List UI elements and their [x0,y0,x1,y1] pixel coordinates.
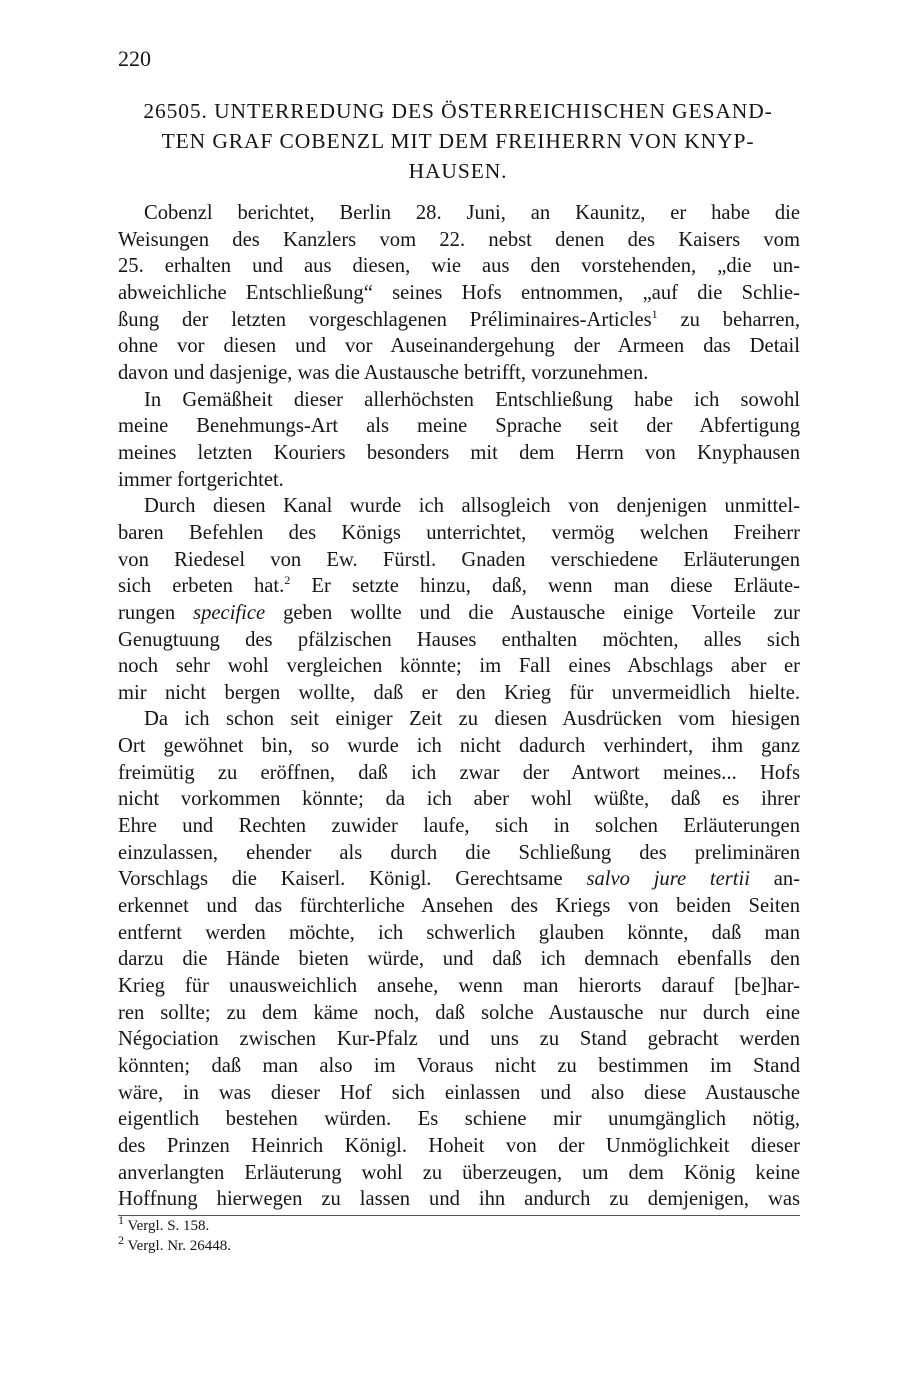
text-line [118,760,800,787]
text-line [118,1160,800,1187]
text-run: davon und dasjenige, was die Austausche betrifft, vorzunehmen. [118,361,649,384]
text-line [118,920,800,947]
text-line [118,360,800,387]
text-run: könnten; daß man also im Voraus nicht zu bestimmen im Stand [118,1055,800,1077]
italic-run: specifice [193,601,266,624]
text-line [118,840,800,867]
text-run: darzu die Hände bieten würde, und daß ich demnach ebenfalls den [118,948,800,971]
text-run: entfernt werden möchte, ich schwerlich glauben könnte, daß man [118,921,800,944]
text-line [118,786,800,813]
text-run: freimütig zu eröffnen, daß ich zwar der Antwort meines... Hofs [118,761,800,784]
text-run: Er setzte hinzu, daß, wenn man diese Erläute- [290,575,801,598]
text-run: Cobenzl berichtet, Berlin 28. Juni, an Kaunitz, er habe die [144,202,800,224]
text-line [118,280,800,307]
text-run: Ehre und Rechten zuwider laufe, sich in solchen Erläuterungen [118,815,800,838]
body-text [118,200,800,1213]
text-run: anverlangten Erläuterung wohl zu überzeugen, um dem König keine [118,1161,800,1184]
text-run: abweichliche Entschließung“ seines Hofs entnommen, „auf die Schlie- [118,281,800,304]
text-run: Genugtuung des pfälzischen Hauses enthalten möchten, alles sich [118,628,800,651]
footnotes [118,1213,231,1256]
text-line [118,866,800,893]
text-line [118,307,800,334]
text-run: Négociation zwischen Kur-Pfalz und uns zu Stand gebracht werden [118,1028,800,1051]
footnote-text: Vergl. S. 158. [127,1218,210,1234]
text-line [118,733,800,760]
text-run: eigentlich bestehen würden. Es schiene mir unumgänglich nötig, [118,1108,800,1131]
text-run: baren Befehlen des Königs unterrichtet, vermög welchen Freiherr [118,521,800,544]
text-run: Krieg für unausweichlich ansehe, wenn man hierorts darauf [be]har- [118,975,800,998]
text-run: 25. erhalten und aus diesen, wie aus den vorstehenden, „die un- [118,255,800,278]
text-run: ßung der letzten vorgeschlagenen Préliminaires-Articles [118,308,652,331]
text-run: meines letzten Kouriers besonders mit dem Herrn von Knyphausen [118,441,800,464]
page-number: 220 [118,46,151,71]
text-run: Durch diesen Kanal wurde ich allsogleich von denjenigen unmittel- [144,495,800,518]
text-line [118,467,800,494]
text-run: Vorschlags die Kaiserl. Königl. Gerechtsame [118,868,587,891]
text-run: rungen [118,601,194,624]
text-run: Ort gewöhnet bin, so wurde ich nicht dadurch verhindert, ihm ganz [118,735,800,758]
footnote-mark: 2 [118,1233,124,1247]
text-line [118,1133,800,1160]
text-run: Hoffnung hierwegen zu lassen und ihn andurch zu demjenigen, was [118,1188,800,1211]
text-run: nicht vorkommen könnte; da ich aber wohl wüßte, daß es ihrer [118,788,800,811]
text-line [118,1080,800,1107]
text-run: meine Benehmungs-Art als meine Sprache seit der Abfertigung [118,415,800,438]
text-line [118,653,800,680]
text-line [118,813,800,840]
text-line [118,440,800,467]
text-line [118,706,800,733]
text-run: immer fortgerichtet. [118,468,284,491]
heading-line: TEN GRAF COBENZL MIT DEM FREIHERRN VON KNYP- [161,129,755,153]
document-heading [118,96,798,186]
text-run: mir nicht bergen wollte, daß er den Krieg für unvermeidlich hielte. [118,681,800,704]
footnote-reference: 1 [651,306,658,321]
text-line [118,547,800,574]
italic-run: salvo jure tertii [586,868,750,891]
text-line [118,893,800,920]
text-line [118,1106,800,1133]
footnote-text: Vergl. Nr. 26448. [127,1238,231,1254]
text-line [118,627,800,654]
text-run: erkennet und das fürchterliche Ansehen des Kriegs von beiden Seiten [118,895,800,918]
text-line [118,413,800,440]
text-run: sich erbeten hat. [118,575,285,598]
text-run: zu beharren, [657,308,800,331]
text-run: des Prinzen Heinrich Königl. Hoheit von der Unmöglichkeit dieser [118,1134,800,1157]
text-line [118,520,800,547]
text-line [118,1026,800,1053]
heading-line: 26505. UNTERREDUNG DES ÖSTERREICHISCHEN GESAND- [143,99,773,123]
text-run: In Gemäßheit dieser allerhöchsten Entschließung habe ich sowohl [144,388,800,411]
text-run: von Riedesel von Ew. Fürstl. Gnaden verschiedene Erläuterungen [118,548,800,571]
text-run: ren sollte; zu dem käme noch, daß solche Austausche nur durch eine [118,1001,800,1024]
text-line [118,493,800,520]
text-line [118,1000,800,1027]
text-line [118,600,800,627]
text-line [118,1053,800,1080]
text-line [118,200,800,227]
footnote [118,1233,231,1256]
footnote [118,1213,231,1236]
text-line [118,946,800,973]
text-line [118,1186,800,1213]
text-line [118,227,800,254]
text-line [118,573,800,600]
text-run: geben wollte und die Austausche einige Vorteile zur [265,601,800,624]
heading-line: HAUSEN. [408,159,508,183]
text-line [118,973,800,1000]
text-line [118,333,800,360]
text-run: Da ich schon seit einiger Zeit zu diesen Ausdrücken vom hiesigen [144,708,800,731]
text-run: Weisungen des Kanzlers vom 22. nebst denen des Kaisers vom [118,228,800,251]
text-line [118,680,800,707]
text-run: wäre, in was dieser Hof sich einlassen und also diese Austausche [118,1081,800,1104]
text-run: noch sehr wohl vergleichen könnte; im Fall eines Abschlags aber er [118,655,800,678]
text-line [118,387,800,414]
footnote-reference: 2 [284,573,291,588]
footnote-mark: 1 [118,1213,124,1227]
text-run: einzulassen, ehender als durch die Schließung des preliminären [118,841,800,864]
text-line [118,253,800,280]
text-run: an- [749,868,801,891]
text-run: ohne vor diesen und vor Auseinandergehung der Armeen das Detail [118,335,800,358]
